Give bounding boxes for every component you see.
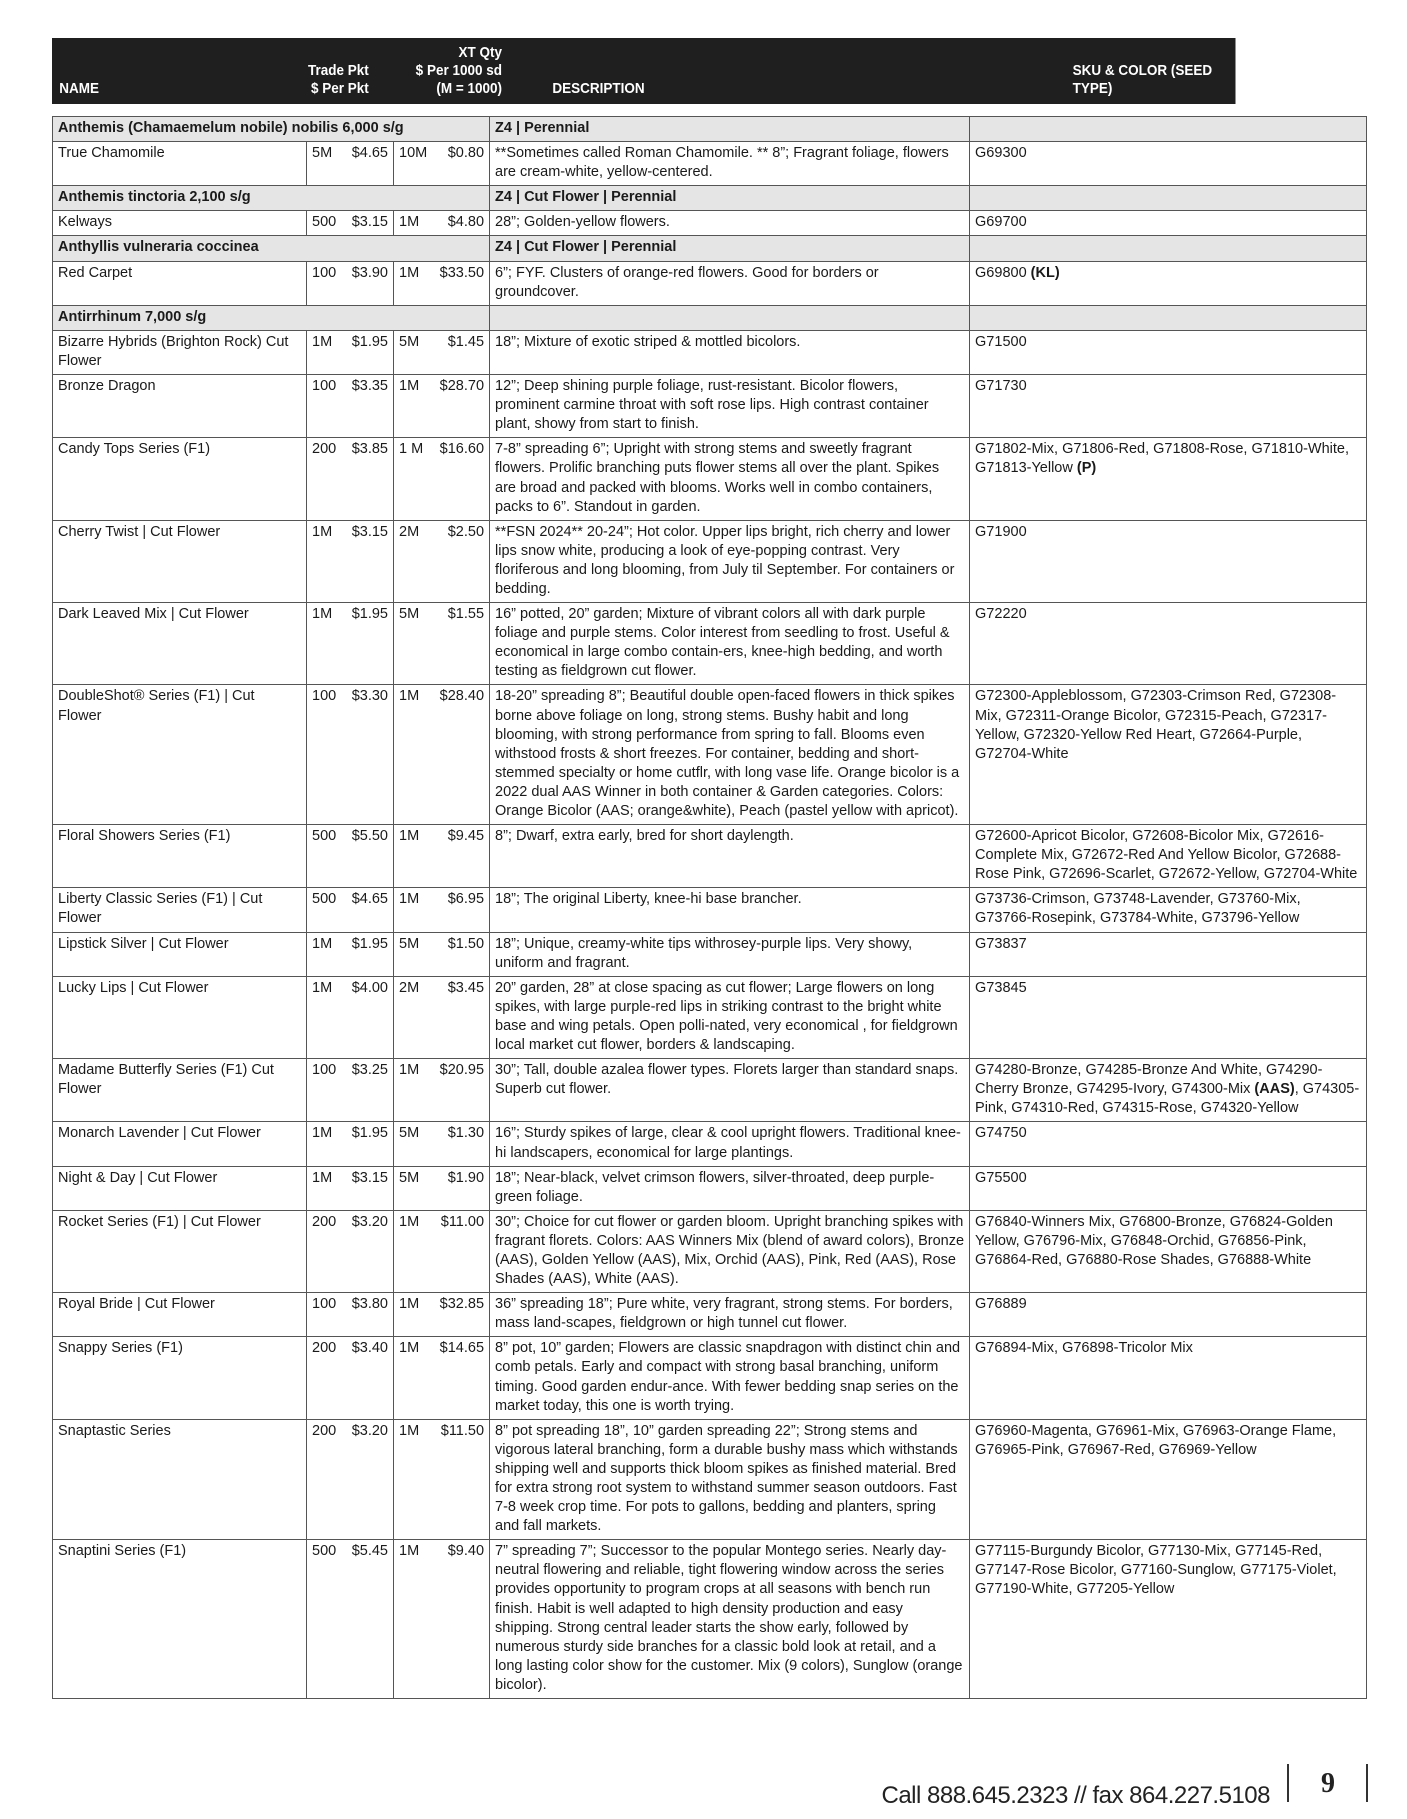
xt-qty: 1M — [394, 211, 434, 236]
xt-price: $0.80 — [434, 142, 490, 186]
table-row — [53, 932, 1367, 976]
trade-pkt-qty: 100 — [307, 685, 345, 825]
item-sku: G73736-Crimson, G73748-Lavender, G73760-Mix, G73766-Rosepink, G73784-White, G73796-Yellow — [970, 888, 1367, 932]
trade-pkt-price: $1.95 — [345, 932, 394, 976]
xt-price: $9.45 — [434, 825, 490, 888]
trade-pkt-price: $3.15 — [345, 211, 394, 236]
trade-pkt-qty: 1M — [307, 603, 345, 685]
xt-qty: 5M — [394, 932, 434, 976]
item-description: 20” garden, 28” at close spacing as cut flower; Large flowers on long spikes, with large purple-red lips in striking contrast to the bright white base and wing petals. Open polli-nated, very economical , for fieldgrown local market cut flower, borders & landscaping. — [490, 976, 970, 1058]
trade-pkt-qty: 100 — [307, 261, 345, 305]
trade-pkt-qty: 100 — [307, 375, 345, 438]
trade-pkt-price: $1.95 — [345, 603, 394, 685]
xt-price: $9.40 — [434, 1540, 490, 1699]
xt-price: $6.95 — [434, 888, 490, 932]
item-description: **FSN 2024** 20-24”; Hot color. Upper lips bright, rich cherry and lower lips snow white, producing a look of eye-popping contrast. Very floriferous and long blooming, from July til September. For containers or bedding. — [490, 520, 970, 602]
xt-qty: 5M — [394, 1166, 434, 1210]
section-row — [53, 186, 1367, 211]
page-number: 9 — [1321, 1768, 1335, 1799]
table-row — [53, 330, 1367, 374]
table-row — [53, 520, 1367, 602]
xt-price: $1.55 — [434, 603, 490, 685]
item-description: 18-20” spreading 8”; Beautiful double open-faced flowers in thick spikes borne above foliage on long, strong stems. Bushy habit and long blooming, with strong performance from spring to fall. Blooms even withstood frosts & short freezes. For container, bedding and short-stemmed specialty or home cutflr, with long vase life. Orange bicolor is a 2022 dual AAS Winner in both container & Garden categories. Colors: Orange Bicolor (AAS; orange&white), Peach (pastel yellow with apricot). — [490, 685, 970, 825]
trade-pkt-price: $4.65 — [345, 142, 394, 186]
xt-qty: 1M — [394, 825, 434, 888]
xt-price: $1.45 — [434, 330, 490, 374]
item-sku: G76889 — [970, 1293, 1367, 1337]
header-description: DESCRIPTION — [552, 80, 645, 97]
trade-pkt-qty: 100 — [307, 1059, 345, 1122]
item-name: Liberty Classic Series (F1) | Cut Flower — [53, 888, 307, 932]
trade-pkt-qty: 500 — [307, 1540, 345, 1699]
item-description: **Sometimes called Roman Chamomile. ** 8”; Fragrant foliage, flowers are cream-white, yellow-centered. — [490, 142, 970, 186]
trade-pkt-qty: 1M — [307, 932, 345, 976]
trade-pkt-price: $3.15 — [345, 1166, 394, 1210]
trade-pkt-qty: 500 — [307, 825, 345, 888]
item-sku: G77115-Burgundy Bicolor, G77130-Mix, G77145-Red, G77147-Rose Bicolor, G77160-Sunglow, G77175-Violet, G77190-White, G77205-Yellow — [970, 1540, 1367, 1699]
item-name: Snaptastic Series — [53, 1419, 307, 1540]
item-name: Bronze Dragon — [53, 375, 307, 438]
item-description: 28”; Golden-yellow flowers. — [490, 211, 970, 236]
item-description: 7” spreading 7”; Successor to the popular Montego series. Nearly day-neutral flowering and reliable, tight flowering window across the series provides opportunity to program crops at all seasons with bench run finish. Habit is well adapted to high density production and easy shipping. Strong central leader starts the show early, followed by numerous sturdy side branches for a classic bold look at retail, and a long lasting color show for the customer. Mix (9 colors), Sunglow (orange bicolor). — [490, 1540, 970, 1699]
table-row — [53, 976, 1367, 1058]
table-row — [53, 1210, 1367, 1292]
section-sku-empty — [970, 117, 1367, 142]
item-sku: G69700 — [970, 211, 1367, 236]
item-sku: G74280-Bronze, G74285-Bronze And White, G74290-Cherry Bronze, G74295-Ivory, G74300-Mix (AAS), G74305-Pink, G74310-Red, G74315-Rose, G74320-Yellow — [970, 1059, 1367, 1122]
trade-pkt-price: $4.65 — [345, 888, 394, 932]
item-description: 16”; Sturdy spikes of large, clear & cool upright flowers. Traditional knee-hi landscapers, economical for large plantings. — [490, 1122, 970, 1166]
item-sku: G76894-Mix, G76898-Tricolor Mix — [970, 1337, 1367, 1419]
item-name: Snappy Series (F1) — [53, 1337, 307, 1419]
item-name: Candy Tops Series (F1) — [53, 438, 307, 520]
xt-qty: 2M — [394, 520, 434, 602]
item-description: 18”; Unique, creamy-white tips withrosey-purple lips. Very showy, uniform and fragrant. — [490, 932, 970, 976]
item-sku: G73845 — [970, 976, 1367, 1058]
item-sku: G72220 — [970, 603, 1367, 685]
section-title: Anthemis tinctoria 2,100 s/g — [53, 186, 490, 211]
section-sku-empty — [970, 305, 1367, 330]
table-row — [53, 1293, 1367, 1337]
item-name: Lucky Lips | Cut Flower — [53, 976, 307, 1058]
section-sku-empty — [970, 186, 1367, 211]
trade-pkt-price: $3.90 — [345, 261, 394, 305]
item-sku: G75500 — [970, 1166, 1367, 1210]
item-sku: G72300-Appleblossom, G72303-Crimson Red, G72308-Mix, G72311-Orange Bicolor, G72315-Peach, G72317-Yellow, G72320-Yellow Red Heart, G72664-Purple, G72704-White — [970, 685, 1367, 825]
item-sku: G71500 — [970, 330, 1367, 374]
footer-divider — [1287, 1764, 1289, 1802]
trade-pkt-price: $3.20 — [345, 1419, 394, 1540]
trade-pkt-qty: 500 — [307, 888, 345, 932]
trade-pkt-price: $3.25 — [345, 1059, 394, 1122]
section-title: Anthyllis vulneraria coccinea — [53, 236, 490, 261]
trade-pkt-price: $4.00 — [345, 976, 394, 1058]
trade-pkt-qty: 1M — [307, 330, 345, 374]
xt-price: $20.95 — [434, 1059, 490, 1122]
xt-qty: 1M — [394, 261, 434, 305]
item-description: 18”; Near-black, velvet crimson flowers, silver-throated, deep purple-green foliage. — [490, 1166, 970, 1210]
trade-pkt-price: $3.15 — [345, 520, 394, 602]
xt-qty: 1 M — [394, 438, 434, 520]
header-trade-pkt: Trade Pkt $ Per Pkt — [308, 62, 369, 97]
item-description: 18”; Mixture of exotic striped & mottled bicolors. — [490, 330, 970, 374]
section-title: Anthemis (Chamaemelum nobile) nobilis 6,000 s/g — [53, 117, 490, 142]
xt-price: $28.70 — [434, 375, 490, 438]
xt-qty: 1M — [394, 1293, 434, 1337]
trade-pkt-price: $3.80 — [345, 1293, 394, 1337]
table-row — [53, 438, 1367, 520]
xt-price: $3.45 — [434, 976, 490, 1058]
item-sku: G74750 — [970, 1122, 1367, 1166]
item-description: 16” potted, 20” garden; Mixture of vibrant colors all with dark purple foliage and purple stems. Color interest from seedling to frost. Useful & economical in large combo contain-ers, knee-high bedding, and worth testing as fieldgrown cut flower. — [490, 603, 970, 685]
table-row — [53, 261, 1367, 305]
xt-qty: 1M — [394, 1337, 434, 1419]
item-description: 8” pot, 10” garden; Flowers are classic snapdragon with distinct chin and comb petals. Early and compact with strong basal branching, uniform timing. Good garden endur-ance. With fewer bedding snap series on the market today, this one is worth trying. — [490, 1337, 970, 1419]
item-name: Dark Leaved Mix | Cut Flower — [53, 603, 307, 685]
table-row — [53, 1419, 1367, 1540]
xt-price: $1.50 — [434, 932, 490, 976]
trade-pkt-qty: 5M — [307, 142, 345, 186]
trade-pkt-price: $1.95 — [345, 1122, 394, 1166]
table-row — [53, 1337, 1367, 1419]
item-sku: G76960-Magenta, G76961-Mix, G76963-Orange Flame, G76965-Pink, G76967-Red, G76969-Yellow — [970, 1419, 1367, 1540]
header-name: NAME — [59, 80, 99, 97]
item-sku: G76840-Winners Mix, G76800-Bronze, G76824-Golden Yellow, G76796-Mix, G76848-Orchid, G76856-Pink, G76864-Red, G76880-Rose Shades, G76888-White — [970, 1210, 1367, 1292]
xt-price: $11.50 — [434, 1419, 490, 1540]
section-zone: Z4 | Perennial — [490, 117, 970, 142]
item-description: 12”; Deep shining purple foliage, rust-resistant. Bicolor flowers, prominent carmine throat with soft rose lips. High contrast container plant, showy from start to finish. — [490, 375, 970, 438]
item-description: 8” pot spreading 18”, 10” garden spreading 22”; Strong stems and vigorous lateral branching, form a durable bushy mass which withstands shipping well and supports thick bloom spikes as finished material. Bred for extra strong root system to withstand summer season outdoors. Fast 7-8 week crop time. For pots to gallons, bedding and planters, spring and fall markets. — [490, 1419, 970, 1540]
item-name: Red Carpet — [53, 261, 307, 305]
trade-pkt-qty: 1M — [307, 520, 345, 602]
trade-pkt-qty: 1M — [307, 976, 345, 1058]
xt-price: $1.30 — [434, 1122, 490, 1166]
product-table — [52, 116, 1367, 1699]
item-sku: G73837 — [970, 932, 1367, 976]
table-row — [53, 375, 1367, 438]
seed-type: (P) — [1072, 460, 1097, 477]
table-row — [53, 603, 1367, 685]
xt-price: $28.40 — [434, 685, 490, 825]
item-name: Snaptini Series (F1) — [53, 1540, 307, 1699]
item-description: 36” spreading 18”; Pure white, very fragrant, strong stems. For borders, mass land-scapes, fieldgrown or high tunnel cut flower. — [490, 1293, 970, 1337]
xt-qty: 1M — [394, 1059, 434, 1122]
trade-pkt-qty: 200 — [307, 1419, 345, 1540]
xt-qty: 1M — [394, 1210, 434, 1292]
trade-pkt-qty: 500 — [307, 211, 345, 236]
section-row — [53, 236, 1367, 261]
item-name: Royal Bride | Cut Flower — [53, 1293, 307, 1337]
trade-pkt-qty: 200 — [307, 1210, 345, 1292]
trade-pkt-price: $3.30 — [345, 685, 394, 825]
xt-price: $14.65 — [434, 1337, 490, 1419]
xt-qty: 1M — [394, 375, 434, 438]
section-zone — [490, 305, 970, 330]
table-row — [53, 1540, 1367, 1699]
item-name: Monarch Lavender | Cut Flower — [53, 1122, 307, 1166]
item-name: Floral Showers Series (F1) — [53, 825, 307, 888]
xt-price: $4.80 — [434, 211, 490, 236]
xt-qty: 1M — [394, 1540, 434, 1699]
trade-pkt-qty: 200 — [307, 438, 345, 520]
xt-price: $11.00 — [434, 1210, 490, 1292]
trade-pkt-price: $1.95 — [345, 330, 394, 374]
item-sku: G71730 — [970, 375, 1367, 438]
xt-qty: 1M — [394, 888, 434, 932]
table-row — [53, 1166, 1367, 1210]
trade-pkt-price: $3.35 — [345, 375, 394, 438]
xt-price: $16.60 — [434, 438, 490, 520]
xt-qty: 5M — [394, 330, 434, 374]
xt-price: $1.90 — [434, 1166, 490, 1210]
xt-qty: 5M — [394, 1122, 434, 1166]
table-row — [53, 211, 1367, 236]
item-description: 8”; Dwarf, extra early, bred for short daylength. — [490, 825, 970, 888]
trade-pkt-price: $3.40 — [345, 1337, 394, 1419]
xt-qty: 10M — [394, 142, 434, 186]
item-name: Lipstick Silver | Cut Flower — [53, 932, 307, 976]
item-name: Kelways — [53, 211, 307, 236]
trade-pkt-qty: 200 — [307, 1337, 345, 1419]
trade-pkt-qty: 100 — [307, 1293, 345, 1337]
trade-pkt-price: $3.20 — [345, 1210, 394, 1292]
item-sku: G71802-Mix, G71806-Red, G71808-Rose, G71810-White, G71813-Yellow (P) — [970, 438, 1367, 520]
trade-pkt-qty: 1M — [307, 1122, 345, 1166]
item-description: 30”; Choice for cut flower or garden bloom. Upright branching spikes with fragrant florets. Colors: AAS Winners Mix (blend of award colors), Bronze (AAS), Golden Yellow (AAS), Mix, Orchid (AAS), Pink, Red (AAS), Rose Shades (AAS), White (AAS). — [490, 1210, 970, 1292]
trade-pkt-qty: 1M — [307, 1166, 345, 1210]
xt-price: $32.85 — [434, 1293, 490, 1337]
xt-qty: 5M — [394, 603, 434, 685]
xt-qty: 1M — [394, 685, 434, 825]
footer-divider — [1366, 1764, 1368, 1802]
item-sku: G69300 — [970, 142, 1367, 186]
xt-qty: 2M — [394, 976, 434, 1058]
item-name: Bizarre Hybrids (Brighton Rock) Cut Flower — [53, 330, 307, 374]
item-name: DoubleShot® Series (F1) | Cut Flower — [53, 685, 307, 825]
table-row — [53, 1122, 1367, 1166]
footer-contact: Call 888.645.2323 // fax 864.227.5108 — [881, 1782, 1270, 1809]
table-row — [53, 142, 1367, 186]
item-description: 30”; Tall, double azalea flower types. Florets larger than standard snaps. Superb cut flower. — [490, 1059, 970, 1122]
seed-type: (KL) — [1026, 264, 1060, 281]
section-sku-empty — [970, 236, 1367, 261]
item-name: Madame Butterfly Series (F1) Cut Flower — [53, 1059, 307, 1122]
section-row — [53, 117, 1367, 142]
table-row — [53, 1059, 1367, 1122]
item-name: True Chamomile — [53, 142, 307, 186]
item-name: Rocket Series (F1) | Cut Flower — [53, 1210, 307, 1292]
trade-pkt-price: $5.45 — [345, 1540, 394, 1699]
table-row — [53, 685, 1367, 825]
item-description: 6”; FYF. Clusters of orange-red flowers. Good for borders or groundcover. — [490, 261, 970, 305]
header-sku: SKU & COLOR (SEED TYPE) — [1072, 62, 1213, 97]
section-zone: Z4 | Cut Flower | Perennial — [490, 186, 970, 211]
xt-qty: 1M — [394, 1419, 434, 1540]
table-header — [52, 38, 1236, 104]
section-title: Antirrhinum 7,000 s/g — [53, 305, 490, 330]
seed-type: (AAS) — [1250, 1081, 1295, 1098]
section-zone: Z4 | Cut Flower | Perennial — [490, 236, 970, 261]
table-row — [53, 888, 1367, 932]
header-xt-qty: XT Qty $ Per 1000 sd (M = 1000) — [415, 44, 502, 97]
item-sku: G71900 — [970, 520, 1367, 602]
item-sku: G72600-Apricot Bicolor, G72608-Bicolor Mix, G72616-Complete Mix, G72672-Red And Yellow Bicolor, G72688-Rose Pink, G72696-Scarlet, G72672-Yellow, G72704-White — [970, 825, 1367, 888]
item-description: 18”; The original Liberty, knee-hi base brancher. — [490, 888, 970, 932]
item-name: Night & Day | Cut Flower — [53, 1166, 307, 1210]
xt-price: $2.50 — [434, 520, 490, 602]
item-description: 7-8” spreading 6”; Upright with strong stems and sweetly fragrant flowers. Prolific branching puts flower stems all over the plant. Spikes are broad and packed with blooms. Works well in combo containers, packs to 6”. Standout in garden. — [490, 438, 970, 520]
trade-pkt-price: $5.50 — [345, 825, 394, 888]
trade-pkt-price: $3.85 — [345, 438, 394, 520]
item-sku: G69800 (KL) — [970, 261, 1367, 305]
section-row — [53, 305, 1367, 330]
xt-price: $33.50 — [434, 261, 490, 305]
table-row — [53, 825, 1367, 888]
item-name: Cherry Twist | Cut Flower — [53, 520, 307, 602]
